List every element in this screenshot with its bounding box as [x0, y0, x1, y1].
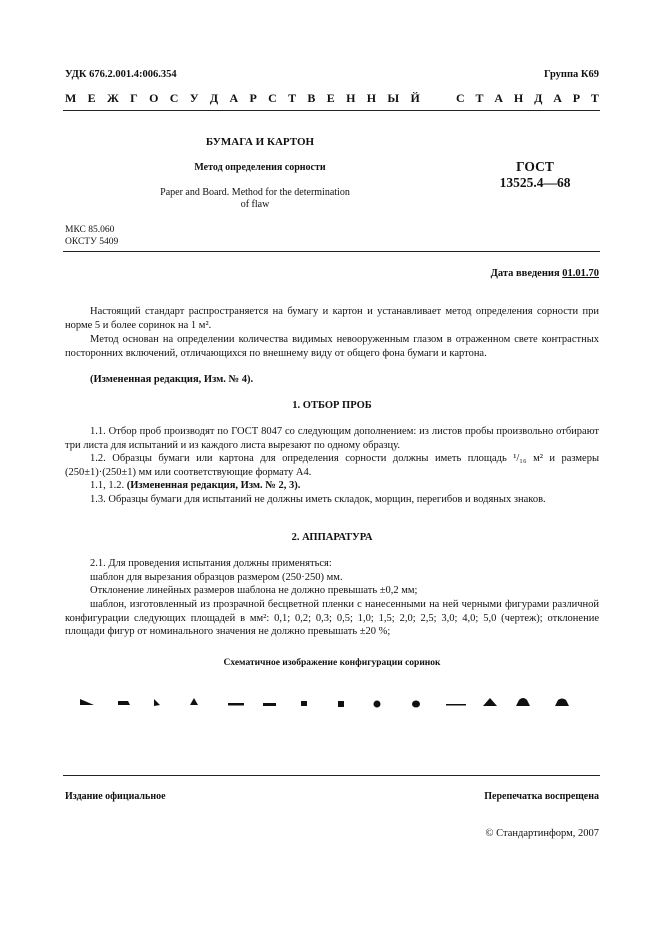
okstu-code: ОКСТУ 5409	[65, 237, 119, 247]
section-2-paragraph-2: шаблон для вырезания образцов размером (250·250) мм.	[90, 572, 343, 583]
reprint-prohibited: Перепечатка воспрещена	[484, 791, 599, 802]
banner-letter: Т	[475, 91, 484, 105]
banner-letter: Т	[590, 91, 599, 105]
banner-letter: Н	[366, 91, 377, 105]
banner-word-interstate	[65, 91, 420, 106]
section-2-paragraph-1: 2.1. Для проведения испытания должны применяться:	[90, 558, 332, 569]
intro-paragraph-2: Метод основан на определении количества видимых невооруженным глазом в отраженном свете контрастных посторонних включений, отличающихся по внешнему виду от общего фона бумаги и картона.	[65, 334, 599, 359]
banner-letter: С	[169, 91, 179, 105]
intro-amendment: (Измененная редакция, Изм. № 4).	[90, 374, 254, 385]
gost-number: 13525.4—68	[499, 175, 571, 190]
banner-letter: Ы	[387, 91, 400, 105]
intro-date-value: 01.01.70	[562, 268, 599, 279]
banner-letter: Д	[209, 91, 219, 105]
banner-letter: Ж	[106, 91, 119, 105]
banner-letter: А	[494, 91, 504, 105]
group-code: Группа К69	[543, 69, 599, 80]
intro-date	[491, 268, 599, 279]
gost-label: ГОСТ	[516, 159, 554, 174]
banner-letter: С	[268, 91, 277, 105]
banner-word-standard	[456, 91, 599, 106]
banner-letter: Н	[513, 91, 524, 105]
flaw-shape-square	[338, 701, 344, 707]
banner-letter: Г	[130, 91, 138, 105]
section-1-amendment-prefix: 1.1, 1.2.	[90, 480, 127, 491]
english-title-line2: of flaw	[240, 199, 270, 210]
english-title-line1: Paper and Board. Method for the determination	[160, 187, 350, 198]
flaw-shapes-figure	[70, 690, 590, 720]
section-1-paragraph-1: 1.1. Отбор проб производят по ГОСТ 8047 со следующим дополнением: из листов пробы произвольно отбирают три листа для испытаний и из каждого листа вырезают по одному образцу.	[65, 426, 599, 451]
flaw-shape-dome	[516, 698, 530, 706]
banner-letter: У	[189, 91, 199, 105]
title-rule	[63, 251, 600, 252]
banner-letter: Е	[326, 91, 335, 105]
figure-title: Схематичное изображение конфигурации соринок	[223, 658, 441, 668]
section-1-paragraph-3: 1.3. Образцы бумаги для испытаний не должны иметь складок, морщин, перегибов и водяных знаков.	[90, 494, 546, 505]
section-1-paragraph-2: 1.2. Образцы бумаги или картона для определения сорности должны иметь площадь ¹/₁₆ м² и размеры (250±1)·(250±1) мм или соответствующие формату А4.	[65, 453, 599, 478]
section-1-amendment-bold: (Измененная редакция, Изм. № 2, 3).	[126, 480, 301, 491]
udk-code: УДК 676.2.001.4:006.354	[65, 69, 177, 80]
footer-rule	[63, 775, 600, 776]
banner-letter: М	[65, 91, 77, 105]
section-2-paragraph-3: Отклонение линейных размеров шаблона не должно превышать ±0,2 мм;	[90, 585, 418, 596]
banner-letter: А	[229, 91, 239, 105]
banner-letter: Р	[572, 91, 581, 105]
intro-paragraph-1: Настоящий стандарт распространяется на бумагу и картон и устанавливает метод определения сорности при норме 5 и более соринок на 1 м².	[65, 306, 599, 331]
flaw-shape-trapezoid	[118, 701, 130, 705]
banner-letter: С	[456, 91, 465, 105]
flaw-shape-small-triangle	[154, 699, 160, 706]
flaw-shape-tiny-triangle	[190, 698, 198, 705]
banner-letter: Т	[288, 91, 297, 105]
flaw-shape-small-square	[301, 701, 307, 706]
section-2-paragraph-4: шаблон, изготовленный из прозрачной бесцветной пленки с нанесенными на ней черными фигурами различной конфигурации следующих площадей в мм²: 0,1; 0,2; 0,3; 0,5; 1,0; 1,5; 2,0; 2,5; 3,0; 4,0; 5,0 (чертеж); отклонение площади фигур от номинального значения не должно превышать ±20 %;	[65, 599, 599, 637]
banner-letter: О	[149, 91, 159, 105]
banner-letter: А	[553, 91, 562, 105]
banner-letter: Е	[87, 91, 96, 105]
document-subtitle: Метод определения сорности	[194, 162, 326, 173]
flaw-shape-triangle	[483, 698, 497, 706]
banner-letter: Д	[534, 91, 543, 105]
flaw-shape-rounded-triangle	[555, 699, 569, 707]
banner-letter: Р	[249, 91, 257, 105]
flaw-shape-dash-short	[228, 703, 244, 706]
banner-letter: В	[307, 91, 316, 105]
section-1-amendment	[90, 479, 599, 493]
banner-letter: Н	[346, 91, 356, 105]
official-edition: Издание официальное	[65, 791, 166, 802]
standard-banner	[65, 91, 599, 106]
section-2-heading: 2. АППАРАТУРА	[291, 532, 373, 543]
header-rule	[63, 110, 600, 111]
banner-letter: Й	[410, 91, 420, 105]
flaw-shape-ellipse	[412, 701, 420, 708]
flaw-shape-triangle-right	[80, 699, 94, 705]
flaw-shape-line	[446, 704, 466, 706]
intro-date-label: Дата введения	[490, 268, 560, 279]
section-1-heading: 1. ОТБОР ПРОБ	[292, 400, 372, 411]
mks-code: МКС 85.060	[65, 225, 115, 235]
flaw-shape-circle	[374, 701, 381, 708]
flaw-shape-dash-thick	[263, 703, 276, 706]
document-title: БУМАГА И КАРТОН	[205, 136, 315, 148]
copyright: © Стандартинформ, 2007	[485, 828, 599, 839]
